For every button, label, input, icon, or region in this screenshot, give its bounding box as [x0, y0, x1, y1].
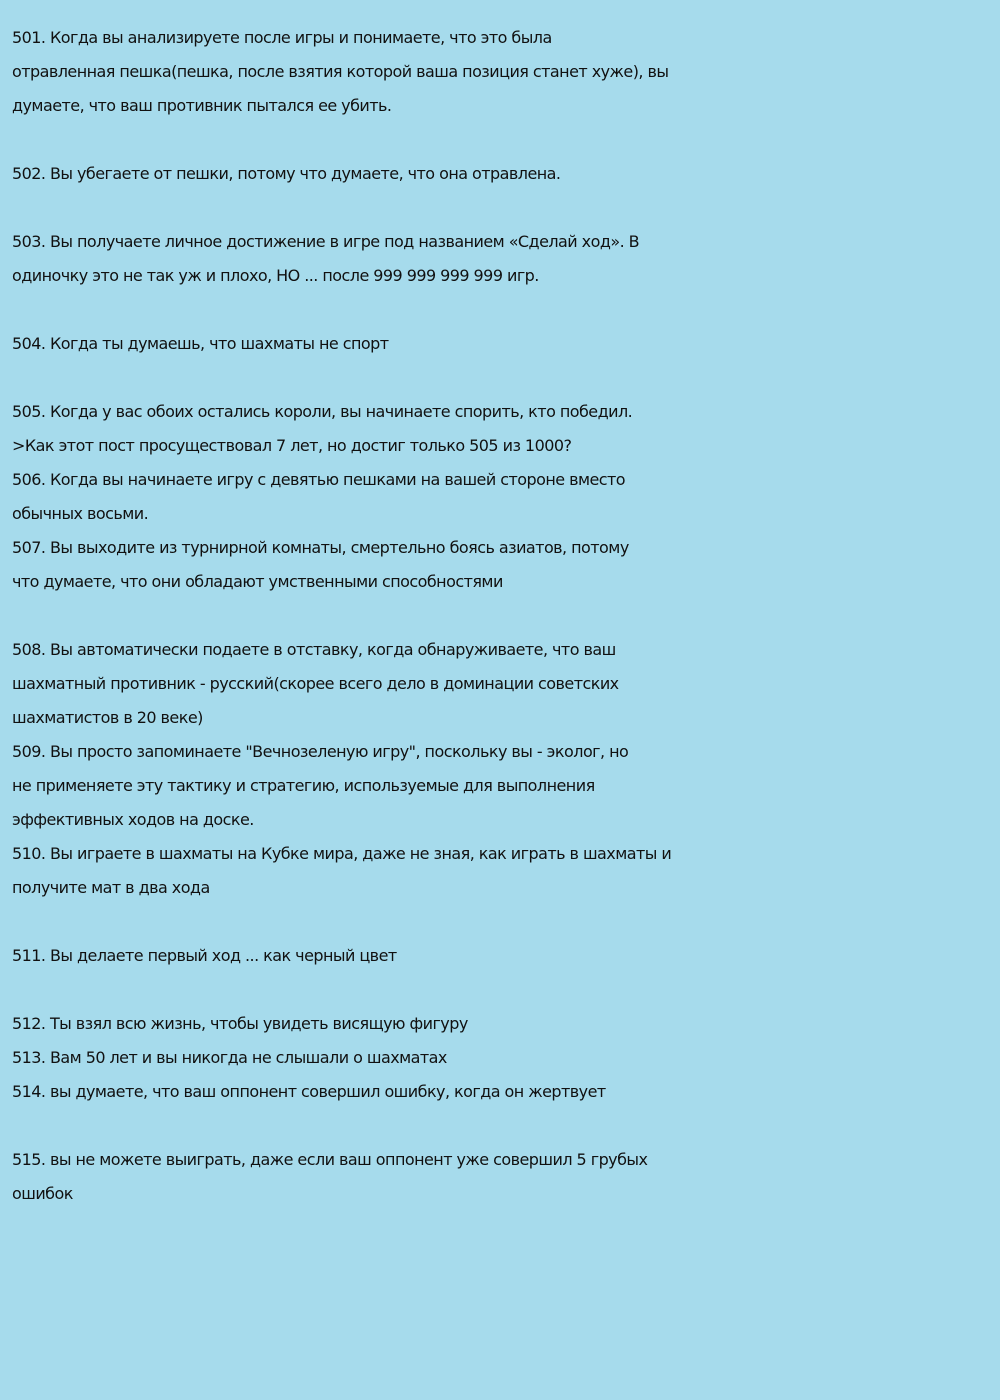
blank-line	[12, 973, 1000, 1007]
text-line: 505. Когда у вас обоих остались короли, вы начинаете спорить, кто победил.	[12, 402, 633, 421]
text-line: 502. Вы убегаете от пешки, потому что думаете, что она отравлена.	[12, 164, 561, 183]
text-line: 513. Вам 50 лет и вы никогда не слышали о шахматах	[12, 1048, 447, 1067]
text-line: 510. Вы играете в шахматы на Кубке мира, даже не зная, как играть в шахматы и	[12, 844, 672, 863]
text-line: не применяете эту тактику и стратегию, используемые для выполнения	[12, 776, 595, 795]
text-body	[12, 21, 1000, 1211]
text-line: 501. Когда вы анализируете после игры и понимаете, что это была	[12, 28, 552, 47]
text-line: одиночку это не так уж и плохо, НО ... после 999 999 999 999 игр.	[12, 266, 539, 285]
text-line: шахматистов в 20 веке)	[12, 708, 203, 727]
text-line: 506. Когда вы начинаете игру с девятью пешками на вашей стороне вместо	[12, 470, 626, 489]
text-line: отравленная пешка(пешка, после взятия которой ваша позиция станет хуже), вы	[12, 62, 669, 81]
text-line: 514. вы думаете, что ваш оппонент совершил ошибку, когда он жертвует	[12, 1082, 606, 1101]
text-line: 503. Вы получаете личное достижение в игре под названием «Сделай ход». В	[12, 232, 640, 251]
text-line: обычных восьми.	[12, 504, 149, 523]
blank-line	[12, 905, 1000, 939]
text-line: >Как этот пост просуществовал 7 лет, но достиг только 505 из 1000?	[12, 436, 572, 455]
text-line: получите мат в два хода	[12, 878, 210, 897]
blank-line	[12, 123, 1000, 157]
blank-line	[12, 191, 1000, 225]
text-line: эффективных ходов на доске.	[12, 810, 254, 829]
text-line: ошибок	[12, 1184, 73, 1203]
blank-line	[12, 599, 1000, 633]
text-line: 515. вы не можете выиграть, даже если ваш оппонент уже совершил 5 грубых	[12, 1150, 648, 1169]
text-line: 504. Когда ты думаешь, что шахматы не спорт	[12, 334, 389, 353]
text-line: шахматный противник - русский(скорее всего дело в доминации советских	[12, 674, 619, 693]
text-line: 512. Ты взял всю жизнь, чтобы увидеть висящую фигуру	[12, 1014, 468, 1033]
text-line: что думаете, что они обладают умственными способностями	[12, 572, 503, 591]
text-line: 511. Вы делаете первый ход ... как черный цвет	[12, 946, 397, 965]
text-line: 508. Вы автоматически подаете в отставку, когда обнаруживаете, что ваш	[12, 640, 616, 659]
blank-line	[12, 1109, 1000, 1143]
text-line: 507. Вы выходите из турнирной комнаты, смертельно боясь азиатов, потому	[12, 538, 629, 557]
blank-line	[12, 361, 1000, 395]
text-line: 509. Вы просто запоминаете "Вечнозеленую игру", поскольку вы - эколог, но	[12, 742, 629, 761]
text-line: думаете, что ваш противник пытался ее убить.	[12, 96, 392, 115]
blank-line	[12, 293, 1000, 327]
